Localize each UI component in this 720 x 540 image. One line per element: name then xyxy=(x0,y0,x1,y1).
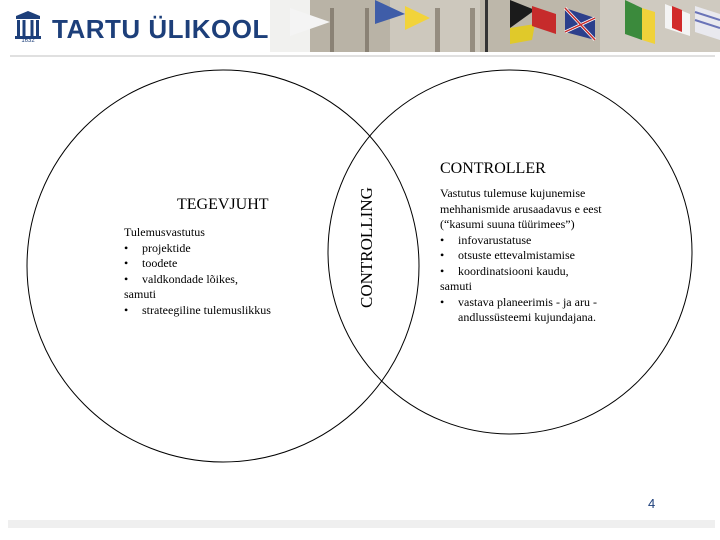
right-circle-title: CONTROLLER xyxy=(440,160,546,177)
left-text-line: Tulemusvastutus xyxy=(124,225,205,239)
left-bullet-item: • projektide xyxy=(124,240,191,255)
right-bullet-item: • koordinatsiooni kaudu, xyxy=(440,263,569,278)
left-circle-title: TEGEVJUHT xyxy=(177,196,269,213)
overlap-label-controlling: CONTROLLING xyxy=(357,187,376,308)
left-circle-text xyxy=(124,225,334,318)
left-bullet-item: • valdkondade lõikes, xyxy=(124,271,238,286)
logo-text: TARTU ÜLIKOOL xyxy=(52,14,269,44)
left-bullet-item: • strateegiline tulemuslikkus xyxy=(124,302,271,317)
footer-bar xyxy=(8,520,715,528)
logo-year: 1632 xyxy=(21,38,35,44)
right-circle-text xyxy=(440,186,655,326)
left-bullet-item: • toodete xyxy=(124,256,178,270)
right-bullet-item: • otsuste ettevalmistamise xyxy=(440,248,575,262)
right-bullet-item: • infovarustatuse xyxy=(440,232,532,247)
right-text-line: (“kasumi suuna tüürimees”) xyxy=(440,217,575,231)
right-text-line: samuti xyxy=(440,279,472,293)
right-indented-line: andlussüsteemi kujundajana. xyxy=(458,310,596,324)
right-bullet-item: • vastava planeerimis - ja aru - xyxy=(440,294,597,309)
left-text-line: samuti xyxy=(124,287,156,301)
right-text-line: mehhanismide arusaadavus e eest xyxy=(440,201,602,216)
page-number: 4 xyxy=(648,496,656,511)
right-text-line: Vastutus tulemuse kujunemise xyxy=(440,186,586,200)
